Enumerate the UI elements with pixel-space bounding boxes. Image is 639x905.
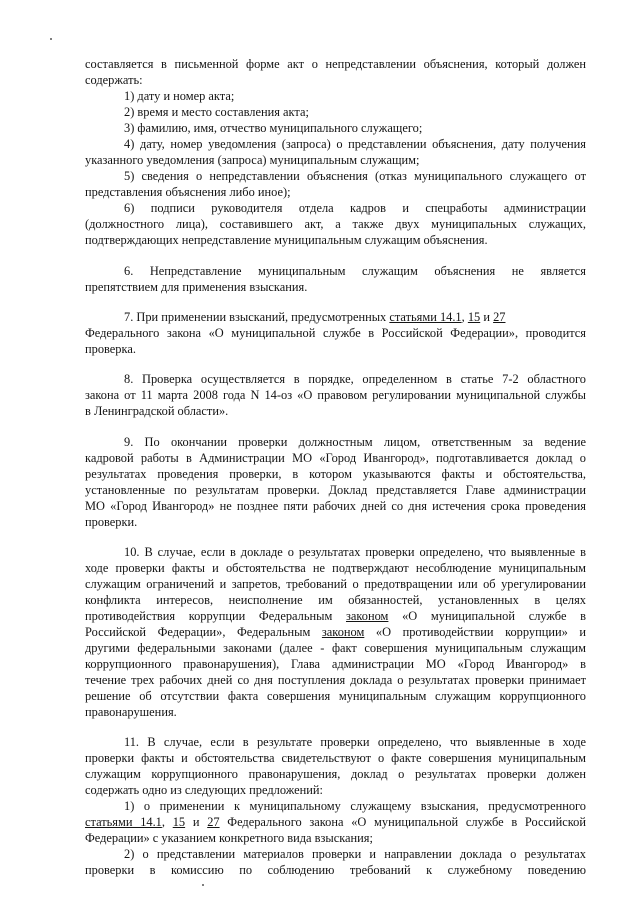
list-item-line: Федерации» с указанием конкретного вида взыскания; <box>85 831 373 845</box>
list-item: 4) дату, номер уведомления (запроса) о представлении объяснения, дату получения <box>124 137 586 151</box>
federal-law-link[interactable]: законом <box>345 609 389 623</box>
text-span: противодействия коррупции Федеральным <box>85 609 333 623</box>
paragraph-10-line: служащим ограничений и запретов, требований о предотвращении или об урегулировании <box>85 577 586 591</box>
paragraph-7-line: проверка. <box>85 342 136 356</box>
federal-law-link[interactable]: законом <box>321 625 365 639</box>
law-article-link[interactable]: статьями 14.1 <box>389 310 462 324</box>
text-span: и <box>483 310 490 324</box>
list-item: 2) время и место составления акта; <box>124 105 309 119</box>
list-item: 3) фамилию, имя, отчество муниципального служащего; <box>124 121 423 135</box>
paragraph-7-line <box>124 311 505 323</box>
paragraph-7-line: Федерального закона «О муниципальной службе в Российской Федерации», проводится <box>85 326 586 340</box>
paragraph-11-line: содержать одно из следующих предложений: <box>85 783 323 797</box>
law-article-link[interactable]: 15 <box>172 815 186 829</box>
law-article-link[interactable]: статьями 14.1 <box>85 815 162 829</box>
paragraph-10-line <box>85 626 586 638</box>
text-span: , <box>461 310 465 324</box>
paragraph-11-line: 11. В случае, если в результате проверки определено, что выявленные в ходе <box>124 735 586 749</box>
text-line: составляется в письменной форме акт о непредставлении объяснения, который должен <box>85 57 586 71</box>
text-span: , <box>161 815 165 829</box>
paragraph-10-line: другими федеральными законами (далее - факт совершения муниципальным служащим <box>85 641 586 655</box>
paragraph-10-line: 10. В случае, если в докладе о результатах проверки определено, что выявленные в <box>124 545 586 559</box>
text-span: Федерального закона «О муниципальной службе в Российской <box>227 815 586 829</box>
text-span: 7. При применении взысканий, предусмотренных <box>124 310 387 324</box>
text-span: Российской Федерации», Федеральным <box>85 625 311 639</box>
paragraph-10-line: конфликта интересов, неисполнение им обязанностей, установленных в целях <box>85 593 586 607</box>
text-span: «О противодействии коррупции» и <box>375 625 587 639</box>
text-line: представления объяснения либо иное); <box>85 185 291 199</box>
list-item-line: проверки в комиссию по соблюдению требований к служебному поведению <box>85 863 586 877</box>
paragraph-11-line: служащим коррупционного правонарушения, доклад о результатах проверки должен <box>85 767 586 781</box>
paragraph-8-line: в Ленинградской области». <box>85 404 229 418</box>
paragraph-6-line: препятствием для применения взыскания. <box>85 280 308 294</box>
text-line: (должностного лица), составившего акт, а также двух муниципальных служащих, <box>85 217 586 231</box>
law-article-link[interactable]: 27 <box>493 310 506 324</box>
paragraph-9-line: кадровой работы в Администрации МО «Город Ивангород», подготавливается доклад о <box>85 451 586 465</box>
text-line: содержать: <box>85 73 143 87</box>
paragraph-9-line: установленные по результатам проверки. Доклад представляется Главе администрации <box>85 483 586 497</box>
law-article-link[interactable]: 27 <box>207 815 220 829</box>
paragraph-11-line: проверки факты и обстоятельства свидетельствуют о факте совершения муниципальным <box>85 751 586 765</box>
list-item: 5) сведения о непредставлении объяснения (отказ муниципального служащего от <box>124 169 586 183</box>
list-item: 2) о представлении материалов проверки и направлении доклада о результатах <box>124 847 586 861</box>
paragraph-10-line: правонарушения. <box>85 705 177 719</box>
list-item: 6) подписи руководителя отдела кадров и спецработы администрации <box>124 201 586 215</box>
paragraph-10-line: коррупционного правонарушения), Глава администрации МО «Город Ивангород» в <box>85 657 586 671</box>
paragraph-6-line: 6. Непредставление муниципальным служащим объяснения не является <box>124 264 586 278</box>
text-span: «О муниципальной службе в <box>402 609 586 623</box>
paragraph-9-line: МО «Город Ивангород» не позднее пяти рабочих дней со дня истечения срока проведения <box>85 499 586 513</box>
law-article-link[interactable]: 15 <box>467 310 481 324</box>
paragraph-10-line <box>85 610 586 622</box>
text-span: и <box>192 815 200 829</box>
text-line: подтверждающих непредставление муниципальным служащим объяснения. <box>85 233 488 247</box>
list-item: 1) о применении к муниципальному служащему взыскания, предусмотренного <box>124 799 586 813</box>
paragraph-8-line: закона от 11 марта 2008 года N 14-оз «О правовом регулировании муниципальной службы <box>85 388 586 402</box>
paragraph-9-line: результатах проведения проверки, в котором указываются факты и обстоятельства, <box>85 467 586 481</box>
scan-speck <box>202 884 204 886</box>
text-line: указанного уведомления (запроса) муниципальным служащим; <box>85 153 420 167</box>
scan-speck <box>50 38 52 40</box>
paragraph-9-line: проверки. <box>85 515 138 529</box>
paragraph-9-line: 9. По окончании проверки должностным лицом, ответственным за ведение <box>124 435 586 449</box>
list-item: 1) дату и номер акта; <box>124 89 235 103</box>
paragraph-10-line: решение об отсутствии факта совершения муниципальным служащим коррупционного <box>85 689 586 703</box>
paragraph-8-line: 8. Проверка осуществляется в порядке, определенном в статье 7-2 областного <box>124 372 586 386</box>
paragraph-10-line: течение трех рабочих дней со дня поступления доклада о результатах проверки принимает <box>85 673 586 687</box>
paragraph-10-line: ходе проверки факты и обстоятельства не подтверждают несоблюдение муниципальным <box>85 561 586 575</box>
list-item-line <box>85 816 586 828</box>
